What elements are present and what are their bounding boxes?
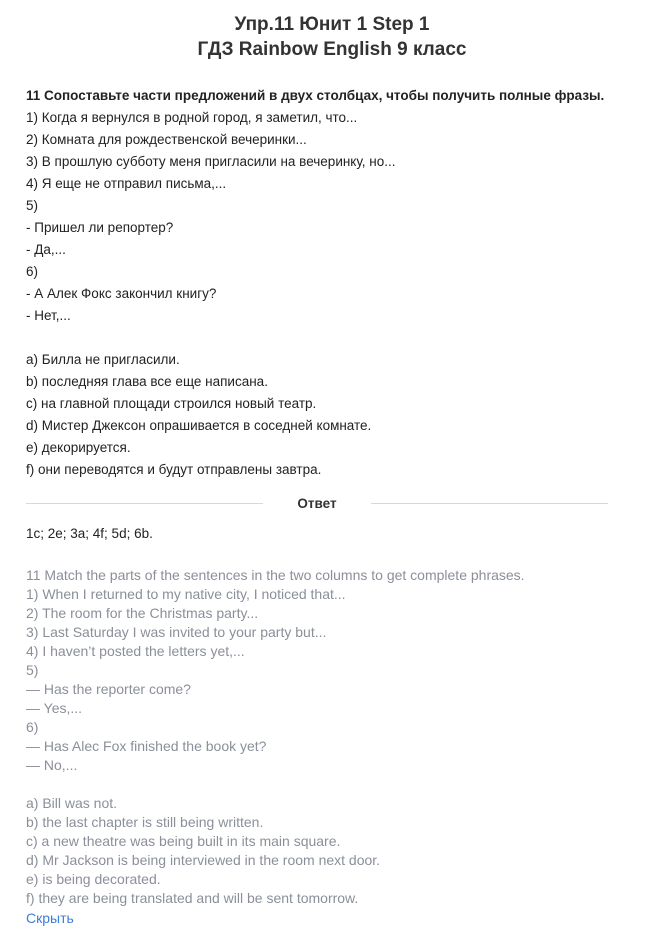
task-item: 2) Комната для рождественской вечеринки... <box>26 132 307 147</box>
english-item: 4) I haven’t posted the letters yet,... <box>26 643 245 659</box>
page-title <box>0 12 664 62</box>
task-item: 1) Когда я вернулся в родной город, я заметил, что... <box>26 110 358 125</box>
task-option: d) Мистер Джексон опрашивается в соседней комнате. <box>26 418 372 433</box>
english-item: 5) <box>26 662 39 678</box>
english-option: c) a new theatre was being built in its main square. <box>26 833 341 849</box>
english-option: b) the last chapter is still being written. <box>26 814 264 830</box>
task-option: f) они переводятся и будут отправлены завтра. <box>26 462 322 477</box>
task-option: e) декорируется. <box>26 440 131 455</box>
english-option: e) is being decorated. <box>26 871 161 887</box>
answer-divider-label: Ответ <box>297 495 337 511</box>
task-item: 4) Я еще не отправил письма,... <box>26 176 227 191</box>
spacer <box>26 775 646 794</box>
task-option: a) Билла не пригласили. <box>26 352 180 367</box>
english-heading: 11 Match the parts of the sentences in the two columns to get complete phrases. <box>26 567 525 583</box>
english-item: — Has Alec Fox finished the book yet? <box>26 738 267 754</box>
task-item: - Пришел ли репортер? <box>26 220 174 235</box>
hide-link[interactable]: Скрыть <box>26 910 74 926</box>
answer-text: 1c; 2e; 3a; 4f; 5d; 6b. <box>26 526 153 541</box>
task-item: - Да,... <box>26 242 66 257</box>
task-heading: 11 Сопоставьте части предложений в двух столбцах, чтобы получить полные фразы. <box>26 88 605 103</box>
task-item: - Нет,... <box>26 308 71 323</box>
task-russian <box>26 85 646 481</box>
english-item: 1) When I returned to my native city, I noticed that... <box>26 586 346 602</box>
english-item: 3) Last Saturday I was invited to your party but... <box>26 624 327 640</box>
english-item: 2) The room for the Christmas party... <box>26 605 259 621</box>
divider-rule-left <box>26 503 263 504</box>
english-option: d) Mr Jackson is being interviewed in the room next door. <box>26 852 381 868</box>
spacer <box>26 327 646 349</box>
page-title-line-1: Упр.11 Юнит 1 Step 1 <box>234 14 430 35</box>
task-item: 5) <box>26 198 39 213</box>
english-item: — No,... <box>26 757 78 773</box>
task-item: - А Алек Фокс закончил книгу? <box>26 286 217 301</box>
task-item: 3) В прошлую субботу меня пригласили на вечеринку, но... <box>26 154 396 169</box>
task-option: c) на главной площади строился новый театр. <box>26 396 317 411</box>
english-option: f) they are being translated and will be sent tomorrow. <box>26 890 359 906</box>
english-item: 6) <box>26 719 39 735</box>
task-option: b) последняя глава все еще написана. <box>26 374 268 389</box>
english-option: a) Bill was not. <box>26 795 118 811</box>
english-item: — Has the reporter come? <box>26 681 191 697</box>
task-item: 6) <box>26 264 39 279</box>
divider-rule-right <box>371 503 608 504</box>
answer-divider <box>26 492 608 514</box>
page-title-line-2: ГДЗ Rainbow English 9 класс <box>197 39 467 60</box>
english-item: — Yes,... <box>26 700 83 716</box>
task-english <box>26 566 646 908</box>
